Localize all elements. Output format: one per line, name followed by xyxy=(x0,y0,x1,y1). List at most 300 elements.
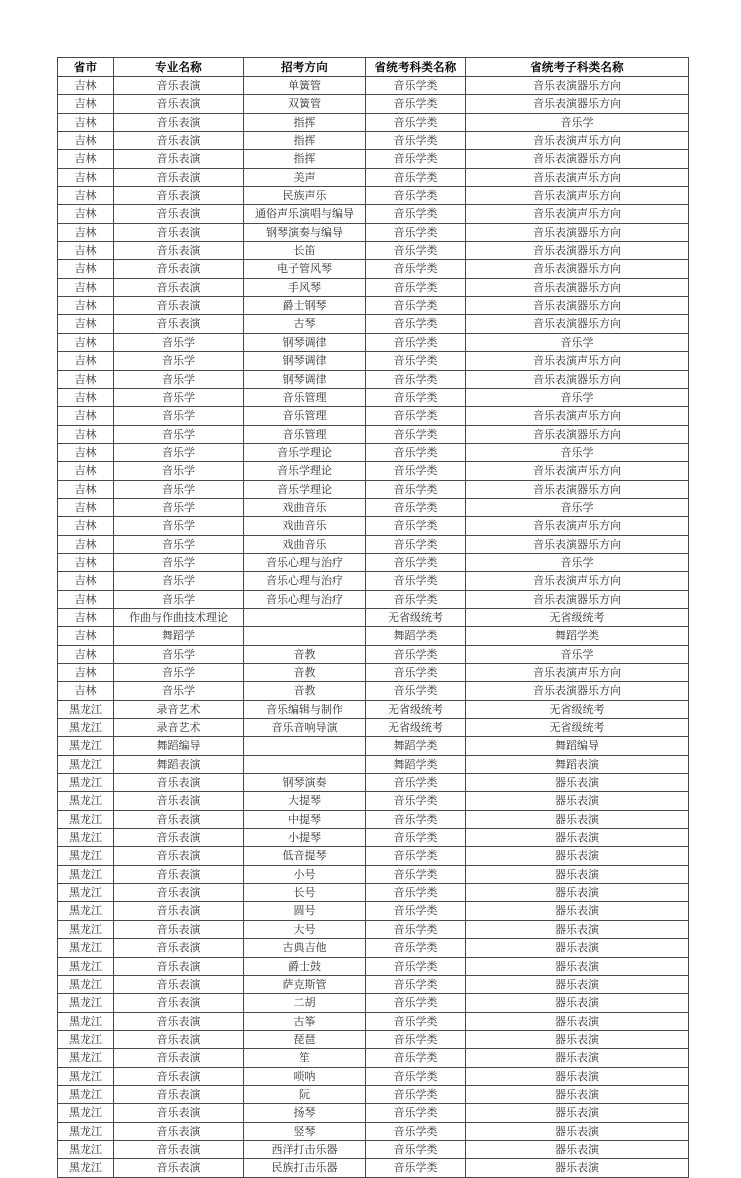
cell-category: 音乐学类 xyxy=(366,865,466,883)
cell-direction: 民族声乐 xyxy=(244,187,366,205)
cell-major: 音乐学 xyxy=(114,517,244,535)
table-row xyxy=(58,957,689,975)
cell-province: 吉林 xyxy=(58,205,114,223)
cell-subcategory: 器乐表演 xyxy=(466,829,689,847)
column-header-category: 省统考科类名称 xyxy=(366,58,466,77)
cell-category: 音乐学类 xyxy=(366,774,466,792)
cell-category: 音乐学类 xyxy=(366,1104,466,1122)
cell-province: 吉林 xyxy=(58,113,114,131)
table-row xyxy=(58,884,689,902)
table-row xyxy=(58,113,689,131)
cell-direction: 戏曲音乐 xyxy=(244,517,366,535)
cell-province: 吉林 xyxy=(58,480,114,498)
cell-subcategory: 器乐表演 xyxy=(466,902,689,920)
cell-category: 无省级统考 xyxy=(366,700,466,718)
cell-subcategory: 音乐表演声乐方向 xyxy=(466,572,689,590)
cell-category: 音乐学类 xyxy=(366,792,466,810)
cell-direction: 手风琴 xyxy=(244,278,366,296)
cell-direction xyxy=(244,737,366,755)
cell-category: 音乐学类 xyxy=(366,315,466,333)
cell-category: 音乐学类 xyxy=(366,370,466,388)
cell-province: 吉林 xyxy=(58,260,114,278)
cell-province: 吉林 xyxy=(58,95,114,113)
cell-province: 吉林 xyxy=(58,315,114,333)
cell-subcategory: 音乐学 xyxy=(466,443,689,461)
cell-major: 音乐表演 xyxy=(114,1067,244,1085)
cell-category: 音乐学类 xyxy=(366,443,466,461)
cell-province: 黑龙江 xyxy=(58,847,114,865)
cell-direction: 长笛 xyxy=(244,242,366,260)
table-row xyxy=(58,260,689,278)
cell-province: 黑龙江 xyxy=(58,1067,114,1085)
cell-major: 音乐学 xyxy=(114,572,244,590)
table-row xyxy=(58,1067,689,1085)
cell-direction: 爵士鼓 xyxy=(244,957,366,975)
cell-province: 吉林 xyxy=(58,608,114,626)
table-row xyxy=(58,150,689,168)
cell-category: 音乐学类 xyxy=(366,1085,466,1103)
cell-province: 黑龙江 xyxy=(58,829,114,847)
table-row xyxy=(58,333,689,351)
cell-major: 音乐表演 xyxy=(114,242,244,260)
table-body xyxy=(58,77,689,1178)
cell-major: 音乐学 xyxy=(114,425,244,443)
cell-category: 音乐学类 xyxy=(366,297,466,315)
cell-subcategory: 音乐表演声乐方向 xyxy=(466,205,689,223)
cell-direction: 音乐编辑与制作 xyxy=(244,700,366,718)
cell-province: 黑龙江 xyxy=(58,994,114,1012)
table-row xyxy=(58,223,689,241)
cell-direction: 钢琴调律 xyxy=(244,333,366,351)
cell-province: 吉林 xyxy=(58,333,114,351)
cell-subcategory: 器乐表演 xyxy=(466,1159,689,1177)
table-row xyxy=(58,553,689,571)
cell-category: 音乐学类 xyxy=(366,884,466,902)
cell-direction: 音教 xyxy=(244,682,366,700)
cell-major: 音乐学 xyxy=(114,645,244,663)
cell-province: 黑龙江 xyxy=(58,1104,114,1122)
cell-province: 吉林 xyxy=(58,150,114,168)
cell-subcategory: 音乐学 xyxy=(466,553,689,571)
cell-direction: 小提琴 xyxy=(244,829,366,847)
cell-subcategory: 舞蹈表演 xyxy=(466,755,689,773)
table-row xyxy=(58,792,689,810)
cell-subcategory: 器乐表演 xyxy=(466,884,689,902)
cell-direction: 通俗声乐演唱与编导 xyxy=(244,205,366,223)
cell-subcategory: 音乐学 xyxy=(466,113,689,131)
cell-subcategory: 音乐表演器乐方向 xyxy=(466,297,689,315)
cell-province: 黑龙江 xyxy=(58,737,114,755)
table-row xyxy=(58,939,689,957)
cell-major: 录音艺术 xyxy=(114,700,244,718)
table-row xyxy=(58,278,689,296)
cell-direction: 美声 xyxy=(244,168,366,186)
cell-province: 黑龙江 xyxy=(58,865,114,883)
cell-direction: 钢琴调律 xyxy=(244,352,366,370)
table-row xyxy=(58,608,689,626)
cell-category: 音乐学类 xyxy=(366,590,466,608)
cell-subcategory: 音乐表演器乐方向 xyxy=(466,260,689,278)
cell-subcategory: 器乐表演 xyxy=(466,1122,689,1140)
cell-category: 音乐学类 xyxy=(366,553,466,571)
cell-category: 音乐学类 xyxy=(366,572,466,590)
cell-major: 音乐学 xyxy=(114,682,244,700)
cell-province: 黑龙江 xyxy=(58,1159,114,1177)
cell-direction: 小号 xyxy=(244,865,366,883)
cell-major: 音乐表演 xyxy=(114,865,244,883)
cell-major: 音乐表演 xyxy=(114,297,244,315)
cell-category: 音乐学类 xyxy=(366,113,466,131)
table-row xyxy=(58,755,689,773)
cell-direction: 钢琴演奏与编导 xyxy=(244,223,366,241)
table-row xyxy=(58,1159,689,1177)
table-row xyxy=(58,95,689,113)
cell-province: 黑龙江 xyxy=(58,975,114,993)
cell-major: 录音艺术 xyxy=(114,719,244,737)
cell-direction: 低音提琴 xyxy=(244,847,366,865)
cell-province: 吉林 xyxy=(58,553,114,571)
cell-major: 音乐表演 xyxy=(114,223,244,241)
cell-category: 音乐学类 xyxy=(366,77,466,95)
cell-direction: 二胡 xyxy=(244,994,366,1012)
cell-major: 音乐表演 xyxy=(114,1122,244,1140)
cell-category: 音乐学类 xyxy=(366,205,466,223)
cell-subcategory: 音乐表演器乐方向 xyxy=(466,242,689,260)
cell-subcategory: 音乐学 xyxy=(466,645,689,663)
cell-subcategory: 器乐表演 xyxy=(466,792,689,810)
cell-category: 音乐学类 xyxy=(366,975,466,993)
cell-subcategory: 音乐学 xyxy=(466,498,689,516)
cell-direction: 音教 xyxy=(244,664,366,682)
cell-direction: 琵琶 xyxy=(244,1030,366,1048)
cell-province: 吉林 xyxy=(58,517,114,535)
cell-category: 音乐学类 xyxy=(366,425,466,443)
cell-major: 音乐表演 xyxy=(114,132,244,150)
cell-subcategory: 器乐表演 xyxy=(466,975,689,993)
cell-direction: 指挥 xyxy=(244,113,366,131)
table-row xyxy=(58,994,689,1012)
table-row xyxy=(58,517,689,535)
cell-major: 音乐表演 xyxy=(114,1140,244,1158)
cell-direction: 阮 xyxy=(244,1085,366,1103)
cell-category: 音乐学类 xyxy=(366,829,466,847)
cell-subcategory: 器乐表演 xyxy=(466,1012,689,1030)
cell-major: 音乐表演 xyxy=(114,1030,244,1048)
cell-major: 音乐表演 xyxy=(114,1085,244,1103)
cell-province: 吉林 xyxy=(58,242,114,260)
cell-subcategory: 音乐表演器乐方向 xyxy=(466,95,689,113)
cell-province: 黑龙江 xyxy=(58,1140,114,1158)
cell-subcategory: 音乐表演声乐方向 xyxy=(466,187,689,205)
cell-province: 吉林 xyxy=(58,627,114,645)
cell-direction: 双簧管 xyxy=(244,95,366,113)
cell-category: 音乐学类 xyxy=(366,462,466,480)
cell-major: 音乐学 xyxy=(114,352,244,370)
cell-province: 吉林 xyxy=(58,297,114,315)
table-row xyxy=(58,315,689,333)
cell-major: 音乐表演 xyxy=(114,315,244,333)
column-header-subcategory: 省统考子科类名称 xyxy=(466,58,689,77)
cell-province: 吉林 xyxy=(58,77,114,95)
cell-province: 吉林 xyxy=(58,425,114,443)
cell-major: 音乐表演 xyxy=(114,1159,244,1177)
cell-direction: 音乐学理论 xyxy=(244,443,366,461)
cell-category: 音乐学类 xyxy=(366,645,466,663)
cell-category: 音乐学类 xyxy=(366,957,466,975)
cell-major: 音乐表演 xyxy=(114,1012,244,1030)
cell-direction: 西洋打击乐器 xyxy=(244,1140,366,1158)
cell-category: 音乐学类 xyxy=(366,480,466,498)
table-row xyxy=(58,535,689,553)
table-row xyxy=(58,352,689,370)
cell-province: 吉林 xyxy=(58,443,114,461)
cell-direction: 音教 xyxy=(244,645,366,663)
cell-province: 吉林 xyxy=(58,223,114,241)
cell-subcategory: 器乐表演 xyxy=(466,774,689,792)
cell-subcategory: 音乐表演声乐方向 xyxy=(466,407,689,425)
cell-subcategory: 器乐表演 xyxy=(466,939,689,957)
cell-province: 黑龙江 xyxy=(58,920,114,938)
cell-subcategory: 音乐表演声乐方向 xyxy=(466,462,689,480)
table-row xyxy=(58,829,689,847)
cell-major: 音乐表演 xyxy=(114,957,244,975)
cell-category: 音乐学类 xyxy=(366,278,466,296)
cell-major: 音乐学 xyxy=(114,590,244,608)
cell-direction: 音乐管理 xyxy=(244,425,366,443)
cell-direction: 音乐心理与治疗 xyxy=(244,553,366,571)
cell-province: 黑龙江 xyxy=(58,939,114,957)
cell-major: 舞蹈学 xyxy=(114,627,244,645)
cell-direction: 大号 xyxy=(244,920,366,938)
cell-category: 音乐学类 xyxy=(366,1049,466,1067)
column-header-direction: 招考方向 xyxy=(244,58,366,77)
table-row xyxy=(58,664,689,682)
cell-subcategory: 音乐表演声乐方向 xyxy=(466,168,689,186)
table-row xyxy=(58,77,689,95)
table-row xyxy=(58,627,689,645)
cell-province: 吉林 xyxy=(58,407,114,425)
cell-province: 黑龙江 xyxy=(58,1030,114,1048)
table-row xyxy=(58,645,689,663)
cell-province: 吉林 xyxy=(58,352,114,370)
cell-province: 黑龙江 xyxy=(58,792,114,810)
cell-major: 音乐表演 xyxy=(114,774,244,792)
cell-direction xyxy=(244,608,366,626)
cell-category: 音乐学类 xyxy=(366,517,466,535)
table-row xyxy=(58,407,689,425)
cell-subcategory: 音乐表演声乐方向 xyxy=(466,352,689,370)
table-row xyxy=(58,920,689,938)
cell-major: 音乐表演 xyxy=(114,792,244,810)
cell-province: 吉林 xyxy=(58,168,114,186)
cell-category: 无省级统考 xyxy=(366,719,466,737)
cell-category: 音乐学类 xyxy=(366,994,466,1012)
cell-province: 黑龙江 xyxy=(58,1049,114,1067)
cell-subcategory: 器乐表演 xyxy=(466,957,689,975)
admissions-table xyxy=(57,57,689,1178)
cell-subcategory: 器乐表演 xyxy=(466,994,689,1012)
cell-category: 音乐学类 xyxy=(366,847,466,865)
cell-subcategory: 音乐表演器乐方向 xyxy=(466,590,689,608)
cell-province: 黑龙江 xyxy=(58,902,114,920)
cell-major: 作曲与作曲技术理论 xyxy=(114,608,244,626)
cell-province: 黑龙江 xyxy=(58,1122,114,1140)
cell-major: 音乐学 xyxy=(114,333,244,351)
cell-subcategory: 无省级统考 xyxy=(466,608,689,626)
cell-subcategory: 音乐表演器乐方向 xyxy=(466,535,689,553)
table-row xyxy=(58,1140,689,1158)
cell-province: 黑龙江 xyxy=(58,755,114,773)
cell-direction: 民族打击乐器 xyxy=(244,1159,366,1177)
cell-subcategory: 音乐表演声乐方向 xyxy=(466,517,689,535)
cell-province: 吉林 xyxy=(58,664,114,682)
cell-major: 音乐表演 xyxy=(114,150,244,168)
cell-province: 黑龙江 xyxy=(58,700,114,718)
table-row xyxy=(58,865,689,883)
cell-major: 音乐学 xyxy=(114,443,244,461)
cell-category: 音乐学类 xyxy=(366,1030,466,1048)
table-row xyxy=(58,810,689,828)
cell-category: 音乐学类 xyxy=(366,388,466,406)
table-header xyxy=(58,58,689,77)
cell-category: 音乐学类 xyxy=(366,132,466,150)
cell-subcategory: 音乐表演器乐方向 xyxy=(466,223,689,241)
cell-direction: 萨克斯管 xyxy=(244,975,366,993)
table-row xyxy=(58,187,689,205)
cell-direction: 钢琴演奏 xyxy=(244,774,366,792)
cell-subcategory: 器乐表演 xyxy=(466,1140,689,1158)
cell-direction: 音乐学理论 xyxy=(244,480,366,498)
cell-category: 音乐学类 xyxy=(366,260,466,278)
cell-category: 音乐学类 xyxy=(366,352,466,370)
table-row xyxy=(58,297,689,315)
cell-direction: 音乐管理 xyxy=(244,407,366,425)
cell-subcategory: 音乐表演器乐方向 xyxy=(466,150,689,168)
cell-major: 音乐表演 xyxy=(114,829,244,847)
cell-major: 音乐表演 xyxy=(114,884,244,902)
cell-major: 舞蹈编导 xyxy=(114,737,244,755)
cell-direction xyxy=(244,755,366,773)
cell-direction: 大提琴 xyxy=(244,792,366,810)
cell-province: 吉林 xyxy=(58,645,114,663)
cell-category: 音乐学类 xyxy=(366,1012,466,1030)
table-row xyxy=(58,242,689,260)
table-row xyxy=(58,1104,689,1122)
table-row xyxy=(58,902,689,920)
cell-province: 吉林 xyxy=(58,187,114,205)
cell-category: 音乐学类 xyxy=(366,407,466,425)
cell-major: 音乐学 xyxy=(114,664,244,682)
cell-subcategory: 器乐表演 xyxy=(466,1049,689,1067)
table-row xyxy=(58,700,689,718)
table-row xyxy=(58,737,689,755)
cell-major: 音乐表演 xyxy=(114,847,244,865)
cell-subcategory: 无省级统考 xyxy=(466,700,689,718)
cell-major: 音乐表演 xyxy=(114,95,244,113)
cell-category: 音乐学类 xyxy=(366,333,466,351)
cell-direction: 长号 xyxy=(244,884,366,902)
cell-direction: 电子管风琴 xyxy=(244,260,366,278)
cell-province: 吉林 xyxy=(58,370,114,388)
cell-subcategory: 音乐表演器乐方向 xyxy=(466,480,689,498)
cell-major: 音乐表演 xyxy=(114,920,244,938)
cell-major: 音乐学 xyxy=(114,553,244,571)
cell-subcategory: 器乐表演 xyxy=(466,865,689,883)
table-row xyxy=(58,132,689,150)
cell-major: 音乐学 xyxy=(114,498,244,516)
cell-category: 舞蹈学类 xyxy=(366,627,466,645)
table-row xyxy=(58,480,689,498)
cell-direction: 圆号 xyxy=(244,902,366,920)
cell-subcategory: 器乐表演 xyxy=(466,1030,689,1048)
cell-subcategory: 音乐表演器乐方向 xyxy=(466,425,689,443)
cell-province: 吉林 xyxy=(58,278,114,296)
cell-category: 音乐学类 xyxy=(366,535,466,553)
cell-major: 音乐表演 xyxy=(114,168,244,186)
cell-category: 音乐学类 xyxy=(366,150,466,168)
table-row xyxy=(58,774,689,792)
cell-category: 音乐学类 xyxy=(366,168,466,186)
cell-category: 无省级统考 xyxy=(366,608,466,626)
cell-direction: 古典吉他 xyxy=(244,939,366,957)
cell-category: 音乐学类 xyxy=(366,939,466,957)
cell-subcategory: 无省级统考 xyxy=(466,719,689,737)
cell-major: 音乐表演 xyxy=(114,187,244,205)
cell-subcategory: 音乐表演器乐方向 xyxy=(466,278,689,296)
table-row xyxy=(58,1030,689,1048)
cell-province: 吉林 xyxy=(58,682,114,700)
table-row xyxy=(58,719,689,737)
cell-direction: 笙 xyxy=(244,1049,366,1067)
cell-major: 音乐表演 xyxy=(114,278,244,296)
cell-direction: 扬琴 xyxy=(244,1104,366,1122)
cell-major: 舞蹈表演 xyxy=(114,755,244,773)
cell-direction: 单簧管 xyxy=(244,77,366,95)
cell-major: 音乐学 xyxy=(114,462,244,480)
cell-subcategory: 音乐学 xyxy=(466,333,689,351)
cell-category: 音乐学类 xyxy=(366,95,466,113)
cell-province: 黑龙江 xyxy=(58,884,114,902)
cell-subcategory: 器乐表演 xyxy=(466,920,689,938)
table-container xyxy=(57,57,688,1178)
cell-direction: 音乐管理 xyxy=(244,388,366,406)
cell-category: 音乐学类 xyxy=(366,242,466,260)
cell-subcategory: 音乐表演器乐方向 xyxy=(466,315,689,333)
cell-major: 音乐表演 xyxy=(114,260,244,278)
table-row xyxy=(58,1012,689,1030)
cell-direction: 钢琴调律 xyxy=(244,370,366,388)
cell-category: 音乐学类 xyxy=(366,664,466,682)
cell-direction xyxy=(244,627,366,645)
cell-province: 吉林 xyxy=(58,535,114,553)
table-row xyxy=(58,462,689,480)
cell-direction: 戏曲音乐 xyxy=(244,535,366,553)
cell-province: 黑龙江 xyxy=(58,1085,114,1103)
cell-direction: 唢呐 xyxy=(244,1067,366,1085)
cell-category: 音乐学类 xyxy=(366,810,466,828)
cell-major: 音乐表演 xyxy=(114,994,244,1012)
cell-category: 音乐学类 xyxy=(366,498,466,516)
cell-major: 音乐表演 xyxy=(114,1049,244,1067)
cell-subcategory: 舞蹈学类 xyxy=(466,627,689,645)
column-header-major: 专业名称 xyxy=(114,58,244,77)
cell-category: 音乐学类 xyxy=(366,187,466,205)
cell-category: 音乐学类 xyxy=(366,682,466,700)
cell-category: 音乐学类 xyxy=(366,902,466,920)
table-row xyxy=(58,168,689,186)
cell-category: 音乐学类 xyxy=(366,1067,466,1085)
table-row xyxy=(58,205,689,223)
